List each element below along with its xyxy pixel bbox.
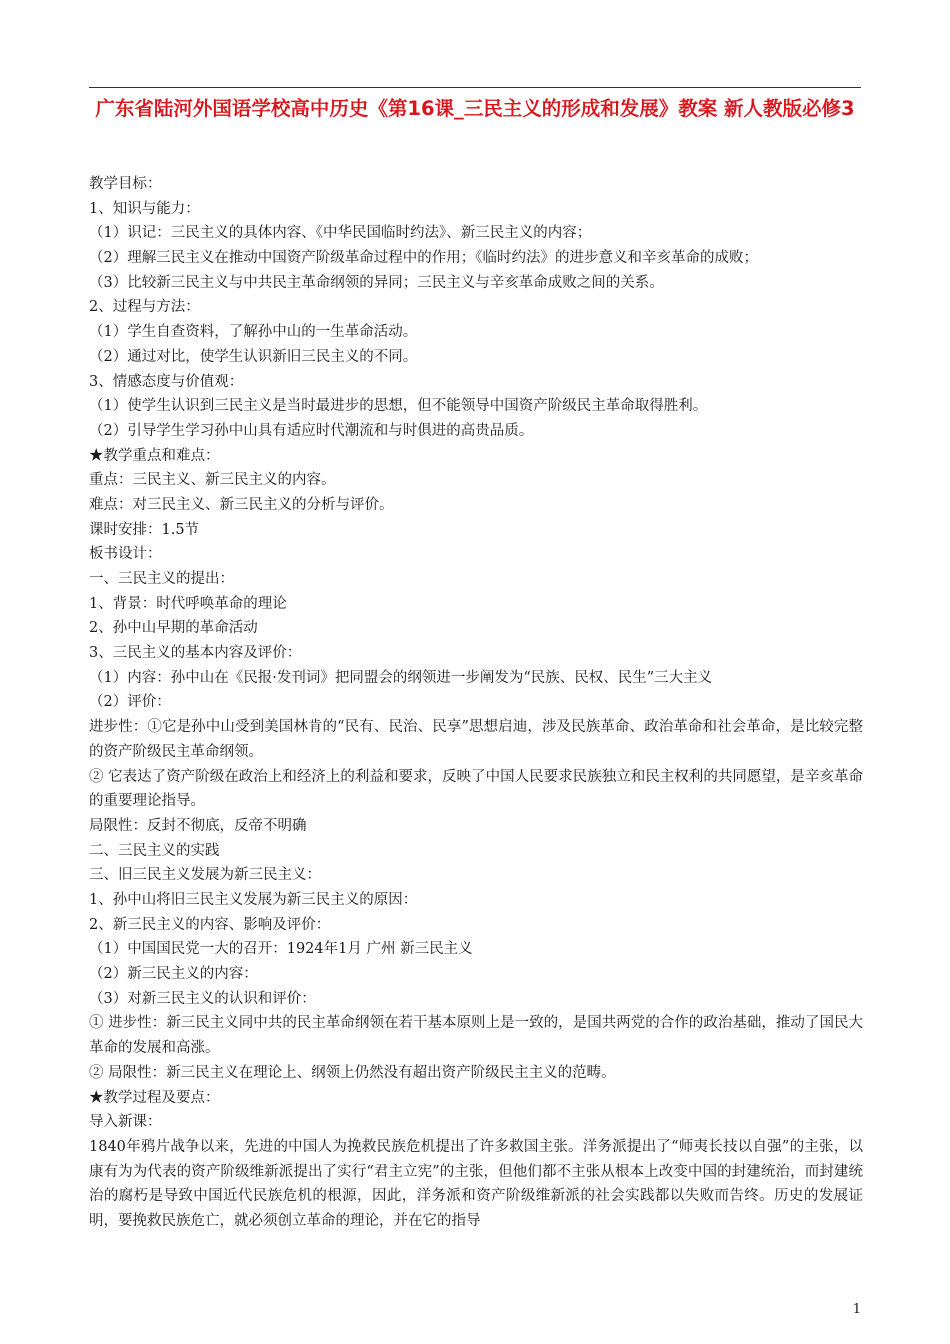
text-line: ★教学重点和难点： xyxy=(89,447,220,464)
text-line: 重点：三民主义、新三民主义的内容。 xyxy=(89,472,336,489)
text-line: （2）理解三民主义在推动中国资产阶级革命过程中的作用；《临时约法》的进步意义和辛亥革命的成败； xyxy=(89,250,758,267)
text-line: （1）使学生认识到三民主义是当时最进步的思想，但不能领导中国资产阶级民主革命取得胜利。 xyxy=(89,398,708,415)
text-line: （1）内容：孙中山在《民报·发刊词》把同盟会的纲领进一步阐发为“民族、民权、民生”三大主义 xyxy=(89,669,713,686)
text-line: 3、三民主义的基本内容及评价： xyxy=(89,645,302,662)
text-line: 1、背景：时代呼唤革命的理论 xyxy=(89,595,287,612)
text-line: （3）比较新三民主义与中共民主革命纲领的异同；三民主义与辛亥革命成败之间的关系。 xyxy=(89,274,664,291)
header-rule xyxy=(89,87,861,88)
text-line: （1）识记：三民主义的具体内容、《中华民国临时约法》、新三民主义的内容； xyxy=(89,225,592,242)
text-line: 局限性：反封不彻底，反帝不明确 xyxy=(89,817,307,834)
text-line: ② 局限性：新三民主义在理论上、纲领上仍然没有超出资产阶级民主主义的范畴。 xyxy=(89,1064,616,1081)
text-line: （2）引导学生学习孙中山具有适应时代潮流和与时俱进的高贵品质。 xyxy=(89,422,534,439)
document-title: 广东省陆河外国语学校高中历史《第16课_三民主义的形成和发展》教案 新人教版必修3 xyxy=(95,97,855,120)
text-line: 1、孙中山将旧三民主义发展为新三民主义的原因： xyxy=(89,892,418,908)
text-line: 2、新三民主义的内容、影响及评价： xyxy=(89,916,331,933)
text-line: 导入新课： xyxy=(89,1114,162,1131)
text-paragraph: ① 进步性：新三民主义同中共的民主革命纲领在若干基本原则上是一致的，是国共两党的合作的政治基础，推动了国民大革命的发展和高涨。 xyxy=(89,1015,863,1057)
text-line: 1、知识与能力： xyxy=(89,200,200,217)
text-line: （2）评价： xyxy=(89,694,171,711)
text-line: 二、三民主义的实践 xyxy=(89,842,220,859)
text-line: 一、三民主义的提出： xyxy=(89,571,234,587)
text-line: （2）通过对比，使学生认识新旧三民主义的不同。 xyxy=(89,348,418,365)
text-line: （2）新三民主义的内容： xyxy=(89,966,258,983)
page-number: 1 xyxy=(852,1302,861,1317)
text-paragraph: 1840年鸦片战争以来，先进的中国人为挽救民族危机提出了许多救国主张。洋务派提出了“师夷长技以自强”的主张，以康有为为代表的资产阶级维新派提出了实行“君主立宪”的主张，但他们都不主张从根本上改变中国的封建统治，而封建统治的腐朽是导致中国近代民族危机的根源，因此，洋务派和资产阶级维新派的社会实践都以失败而告终。历史的发展证明，要挽救民族危亡，就必须创立革命的理论，并在它的指导 xyxy=(89,1138,863,1230)
text-line: （1）中国国民党一大的召开：1924年1月 广州 新三民主义 xyxy=(89,941,473,958)
text-paragraph: 进步性：①它是孙中山受到美国林肯的“民有、民治、民享”思想启迪，涉及民族革命、政治革命和社会革命，是比较完整的资产阶级民主革命纲领。 xyxy=(89,719,863,760)
text-line: 3、情感态度与价值观： xyxy=(89,373,244,390)
text-line: 课时安排：1.5节 xyxy=(89,521,200,538)
text-paragraph: ② 它表达了资产阶级在政治上和经济上的利益和要求，反映了中国人民要求民族独立和民主权利的共同愿望，是辛亥革命的重要理论指导。 xyxy=(89,768,863,810)
text-line: （1）学生自查资料，了解孙中山的一生革命活动。 xyxy=(89,324,418,341)
text-line: 教学目标： xyxy=(89,176,162,192)
text-line: 2、过程与方法： xyxy=(89,299,200,316)
text-line: 难点：对三民主义、新三民主义的分析与评价。 xyxy=(89,496,394,513)
text-line: 板书设计： xyxy=(89,546,162,563)
text-line: （3）对新三民主义的认识和评价： xyxy=(89,990,316,1007)
text-line: 2、孙中山早期的革命活动 xyxy=(89,620,258,637)
document-body xyxy=(89,172,863,1234)
text-line: ★教学过程及要点： xyxy=(89,1089,220,1106)
text-line: 三、旧三民主义发展为新三民主义： xyxy=(89,867,321,884)
